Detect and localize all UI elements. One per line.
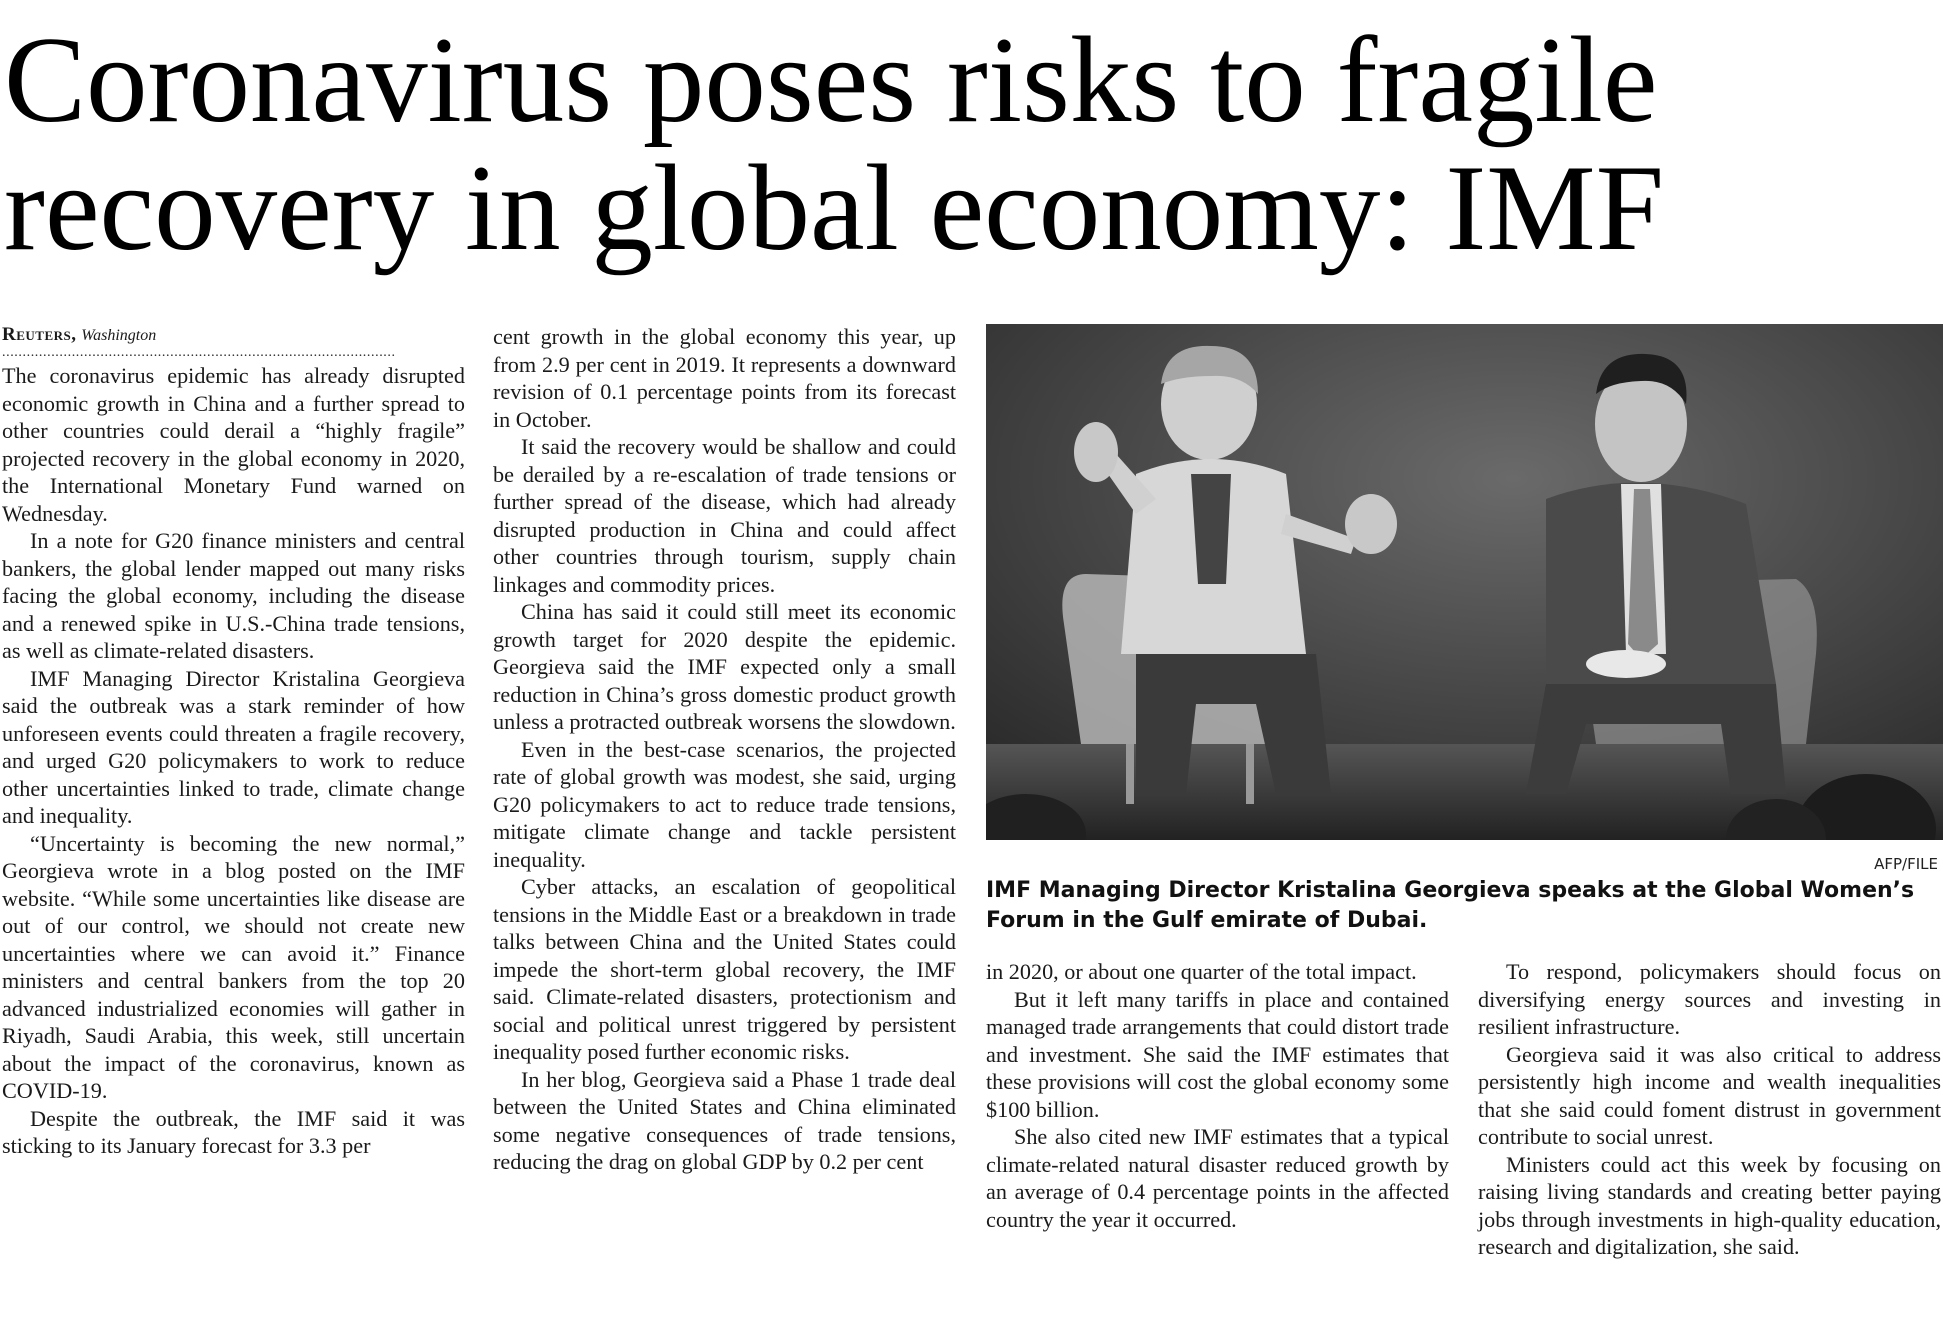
paragraph: The coronavirus epidemic has already disrupted economic growth in China and a further spread to other countries could derail a “highly fragile” projected recovery in the global economy in 2020, the International Monetary Fund warned on Wednesday. [2,363,465,526]
paragraph: In her blog, Georgieva said a Phase 1 trade deal between the United States and China eliminated some negative consequences of trade tensions, reducing the drag on global GDP by 0.2 per cent [493,1066,956,1174]
paragraph: She also cited new IMF estimates that a typical climate-related natural disaster reduced growth by an average of 0.4 percentage points in the affected country the year it occurred. [986,1124,1449,1232]
article-column-2 [493,323,956,1176]
dotted-rule: ................................................................................................ [2,348,396,360]
paragraph: cent growth in the global economy this year, up from 2.9 per cent in 2019. It represents a downward revision of 0.1 percentage points from its forecast in October. [493,324,956,432]
paragraph: But it left many tariffs in place and contained managed trade arrangements that could distort trade and investment. She said the IMF estimates that these provisions will cost the global economy some $100 billion. [986,986,1449,1122]
byline-city: Washington [81,327,157,344]
article-column-4 [1478,958,1941,1261]
paragraph: Even in the best-case scenarios, the projected rate of global growth was modest, she said, urging G20 policymakers to act to reduce trade tensions, mitigate climate change and tackle persistent inequality. [493,736,956,872]
paragraph: China has said it could still meet its economic growth target for 2020 despite the epidemic. Georgieva said the IMF expected only a small reduction in China’s gross domestic product growth unless a protracted outbreak worsens the slowdown. [493,599,956,734]
photo-credit: AFP/FILE [1874,855,1938,873]
article-column-1 [2,323,465,1160]
paragraph: To respond, policymakers should focus on diversifying energy sources and investing in resilient infrastructure. [1478,959,1941,1039]
headline: Coronavirus poses risks to fragile recovery in global economy: IMF [4,11,1665,276]
paragraph: Georgieva said it was also critical to address persistently high income and wealth inequalities that she said could foment distrust in government contribute to social unrest. [1478,1041,1941,1149]
article-column-3 [986,958,1449,1233]
paragraph: in 2020, or about one quarter of the total impact. [986,959,1417,984]
photo-caption: IMF Managing Director Kristalina Georgieva speaks at the Global Women’s Forum in the Gulf emirate of Dubai. [986,878,1915,933]
news-photo [986,324,1943,840]
byline [2,323,465,348]
photo-illustration [986,324,1943,840]
paragraph: “Uncertainty is becoming the new normal,” Georgieva wrote in a blog posted on the IMF website. “While some uncertainties like disease are out of our control, we should not create new uncertainties where we can avoid it.” Finance ministers and central bankers from the top 20 advanced industrialized economies will gather in Riyadh, Saudi Arabia, this week, still uncertain about the impact of the coronavirus, known as COVID-19. [2,830,465,1103]
paragraph: It said the recovery would be shallow and could be derailed by a re-escalation of trade tensions or further spread of the disease, which had already disrupted production in China and could affect other countries through tourism, supply chain linkages and commodity prices. [493,434,956,597]
paragraph: In a note for G20 finance ministers and central bankers, the global lender mapped out many risks facing the global economy, including the disease and a renewed spike in U.S.-China trade tensions, as well as climate-related disasters. [2,528,465,663]
paragraph: Despite the outbreak, the IMF said it was sticking to its January forecast for 3.3 per [2,1105,465,1158]
paragraph: Cyber attacks, an escalation of geopolitical tensions in the Middle East or a breakdown in trade talks between China and the United States could impede the short-term global recovery, the IMF said. Climate-related disasters, protectionism and social and political unrest triggered by persistent inequality posed further economic risks. [493,874,956,1064]
paragraph: Ministers could act this week by focusing on raising living standards and creating better paying jobs through investments in high-quality education, research and digitalization, she said. [1478,1151,1941,1259]
byline-agency: Reuters, [2,324,77,345]
paragraph: IMF Managing Director Kristalina Georgieva said the outbreak was a stark reminder of how unforeseen events could threaten a fragile recovery, and urged G20 policymakers to work to reduce other uncertainties linked to trade, climate change and inequality. [2,665,465,828]
